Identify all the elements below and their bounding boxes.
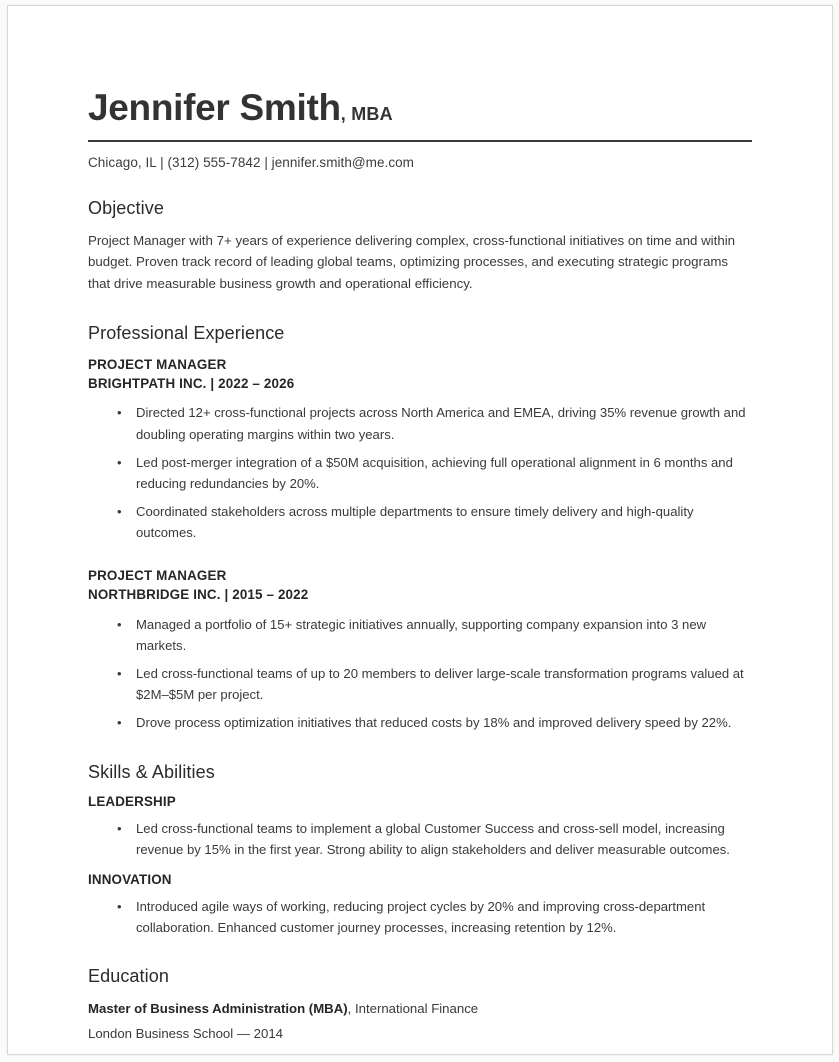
job-title: PROJECT MANAGER bbox=[88, 567, 227, 583]
section-heading-education: Education bbox=[88, 966, 169, 987]
list-item-text: Directed 12+ cross-functional projects across North America and EMEA, driving 35% revenue growth and doubling operating margins within two years. bbox=[136, 405, 746, 442]
list-item-text: Coordinated stakeholders across multiple departments to ensure timely delivery and high-quality outcomes. bbox=[136, 504, 694, 541]
list-item bbox=[88, 712, 752, 733]
skill-label: LEADERSHIP bbox=[88, 793, 176, 809]
skill-bullet-list bbox=[88, 818, 752, 860]
header-divider bbox=[88, 140, 752, 142]
section-heading-skills: Skills & Abilities bbox=[88, 761, 215, 782]
job-company-dates: BRIGHTPATH INC. | 2022 – 2026 bbox=[88, 375, 295, 391]
list-item-text: Led cross-functional teams to implement a global Customer Success and cross-sell model, increasing revenue by 15% in the first year. Strong ability to align stakeholders and deliver measurable outcomes. bbox=[136, 820, 730, 857]
bullet-icon: • bbox=[117, 504, 122, 520]
skill-group-leadership bbox=[88, 794, 752, 860]
list-item-text: Managed a portfolio of 15+ strategic initiatives annually, supporting company expansion into 3 new markets. bbox=[136, 616, 707, 653]
job-company-dates: NORTHBRIDGE INC. | 2015 – 2022 bbox=[88, 587, 309, 603]
degree-field: , International Finance bbox=[347, 1001, 479, 1017]
bullet-icon: • bbox=[117, 820, 122, 836]
resume-page bbox=[7, 5, 833, 1055]
section-objective bbox=[88, 198, 752, 295]
bullet-icon: • bbox=[117, 715, 122, 731]
list-item bbox=[88, 452, 752, 494]
experience-entry bbox=[88, 566, 752, 734]
section-skills bbox=[88, 762, 752, 939]
experience-entry bbox=[88, 355, 752, 544]
section-education bbox=[88, 966, 752, 1044]
bullet-icon: • bbox=[117, 898, 122, 914]
resume-header bbox=[88, 88, 752, 128]
page-title: Jennifer Smith bbox=[88, 87, 341, 128]
list-item-text: Led post-merger integration of a $50M acquisition, achieving full operational alignment in 6 months and reducing redundancies by 20%. bbox=[136, 454, 733, 492]
list-item-text: Drove process optimization initiatives that reduced costs by 18% and improved delivery speed by 22%. bbox=[136, 715, 732, 731]
skill-bullet-list bbox=[88, 896, 752, 938]
job-bullet-list bbox=[88, 614, 752, 734]
list-item bbox=[88, 402, 752, 444]
degree-name: Master of Business Administration (MBA) bbox=[88, 1001, 348, 1017]
job-title: PROJECT MANAGER bbox=[88, 356, 227, 372]
skill-group-innovation bbox=[88, 872, 752, 938]
section-heading-objective: Objective bbox=[88, 197, 164, 218]
list-item-text: Introduced agile ways of working, reducing project cycles by 20% and improving cross-department collaboration. Enhanced customer journey processes, increasing retention by 12%. bbox=[136, 898, 706, 936]
education-degree-line bbox=[88, 998, 752, 1019]
list-item bbox=[88, 896, 752, 938]
section-heading-experience: Professional Experience bbox=[88, 322, 285, 343]
objective-body: Project Manager with 7+ years of experience delivering complex, cross-functional initiatives on time and within budget. Proven track record of leading global teams, optimizing processes, and executing strategic programs that drive measurable business growth and operational efficiency. bbox=[88, 232, 736, 292]
skill-label: INNOVATION bbox=[88, 871, 172, 887]
bullet-icon: • bbox=[117, 665, 122, 681]
list-item bbox=[88, 501, 752, 543]
list-item bbox=[88, 663, 752, 705]
name-suffix: , MBA bbox=[340, 104, 393, 124]
education-school-line: London Business School — 2014 bbox=[88, 1026, 284, 1042]
bullet-icon: • bbox=[117, 616, 122, 632]
section-experience bbox=[88, 323, 752, 734]
bullet-icon: • bbox=[117, 405, 122, 421]
list-item bbox=[88, 614, 752, 656]
list-item-text: Led cross-functional teams of up to 20 members to deliver large-scale transformation programs valued at $2M–$5M per project. bbox=[136, 665, 744, 703]
list-item bbox=[88, 818, 752, 860]
contact-line: Chicago, IL | (312) 555-7842 | jennifer.smith@me.com bbox=[88, 154, 414, 170]
bullet-icon: • bbox=[117, 454, 122, 470]
job-bullet-list bbox=[88, 402, 752, 543]
